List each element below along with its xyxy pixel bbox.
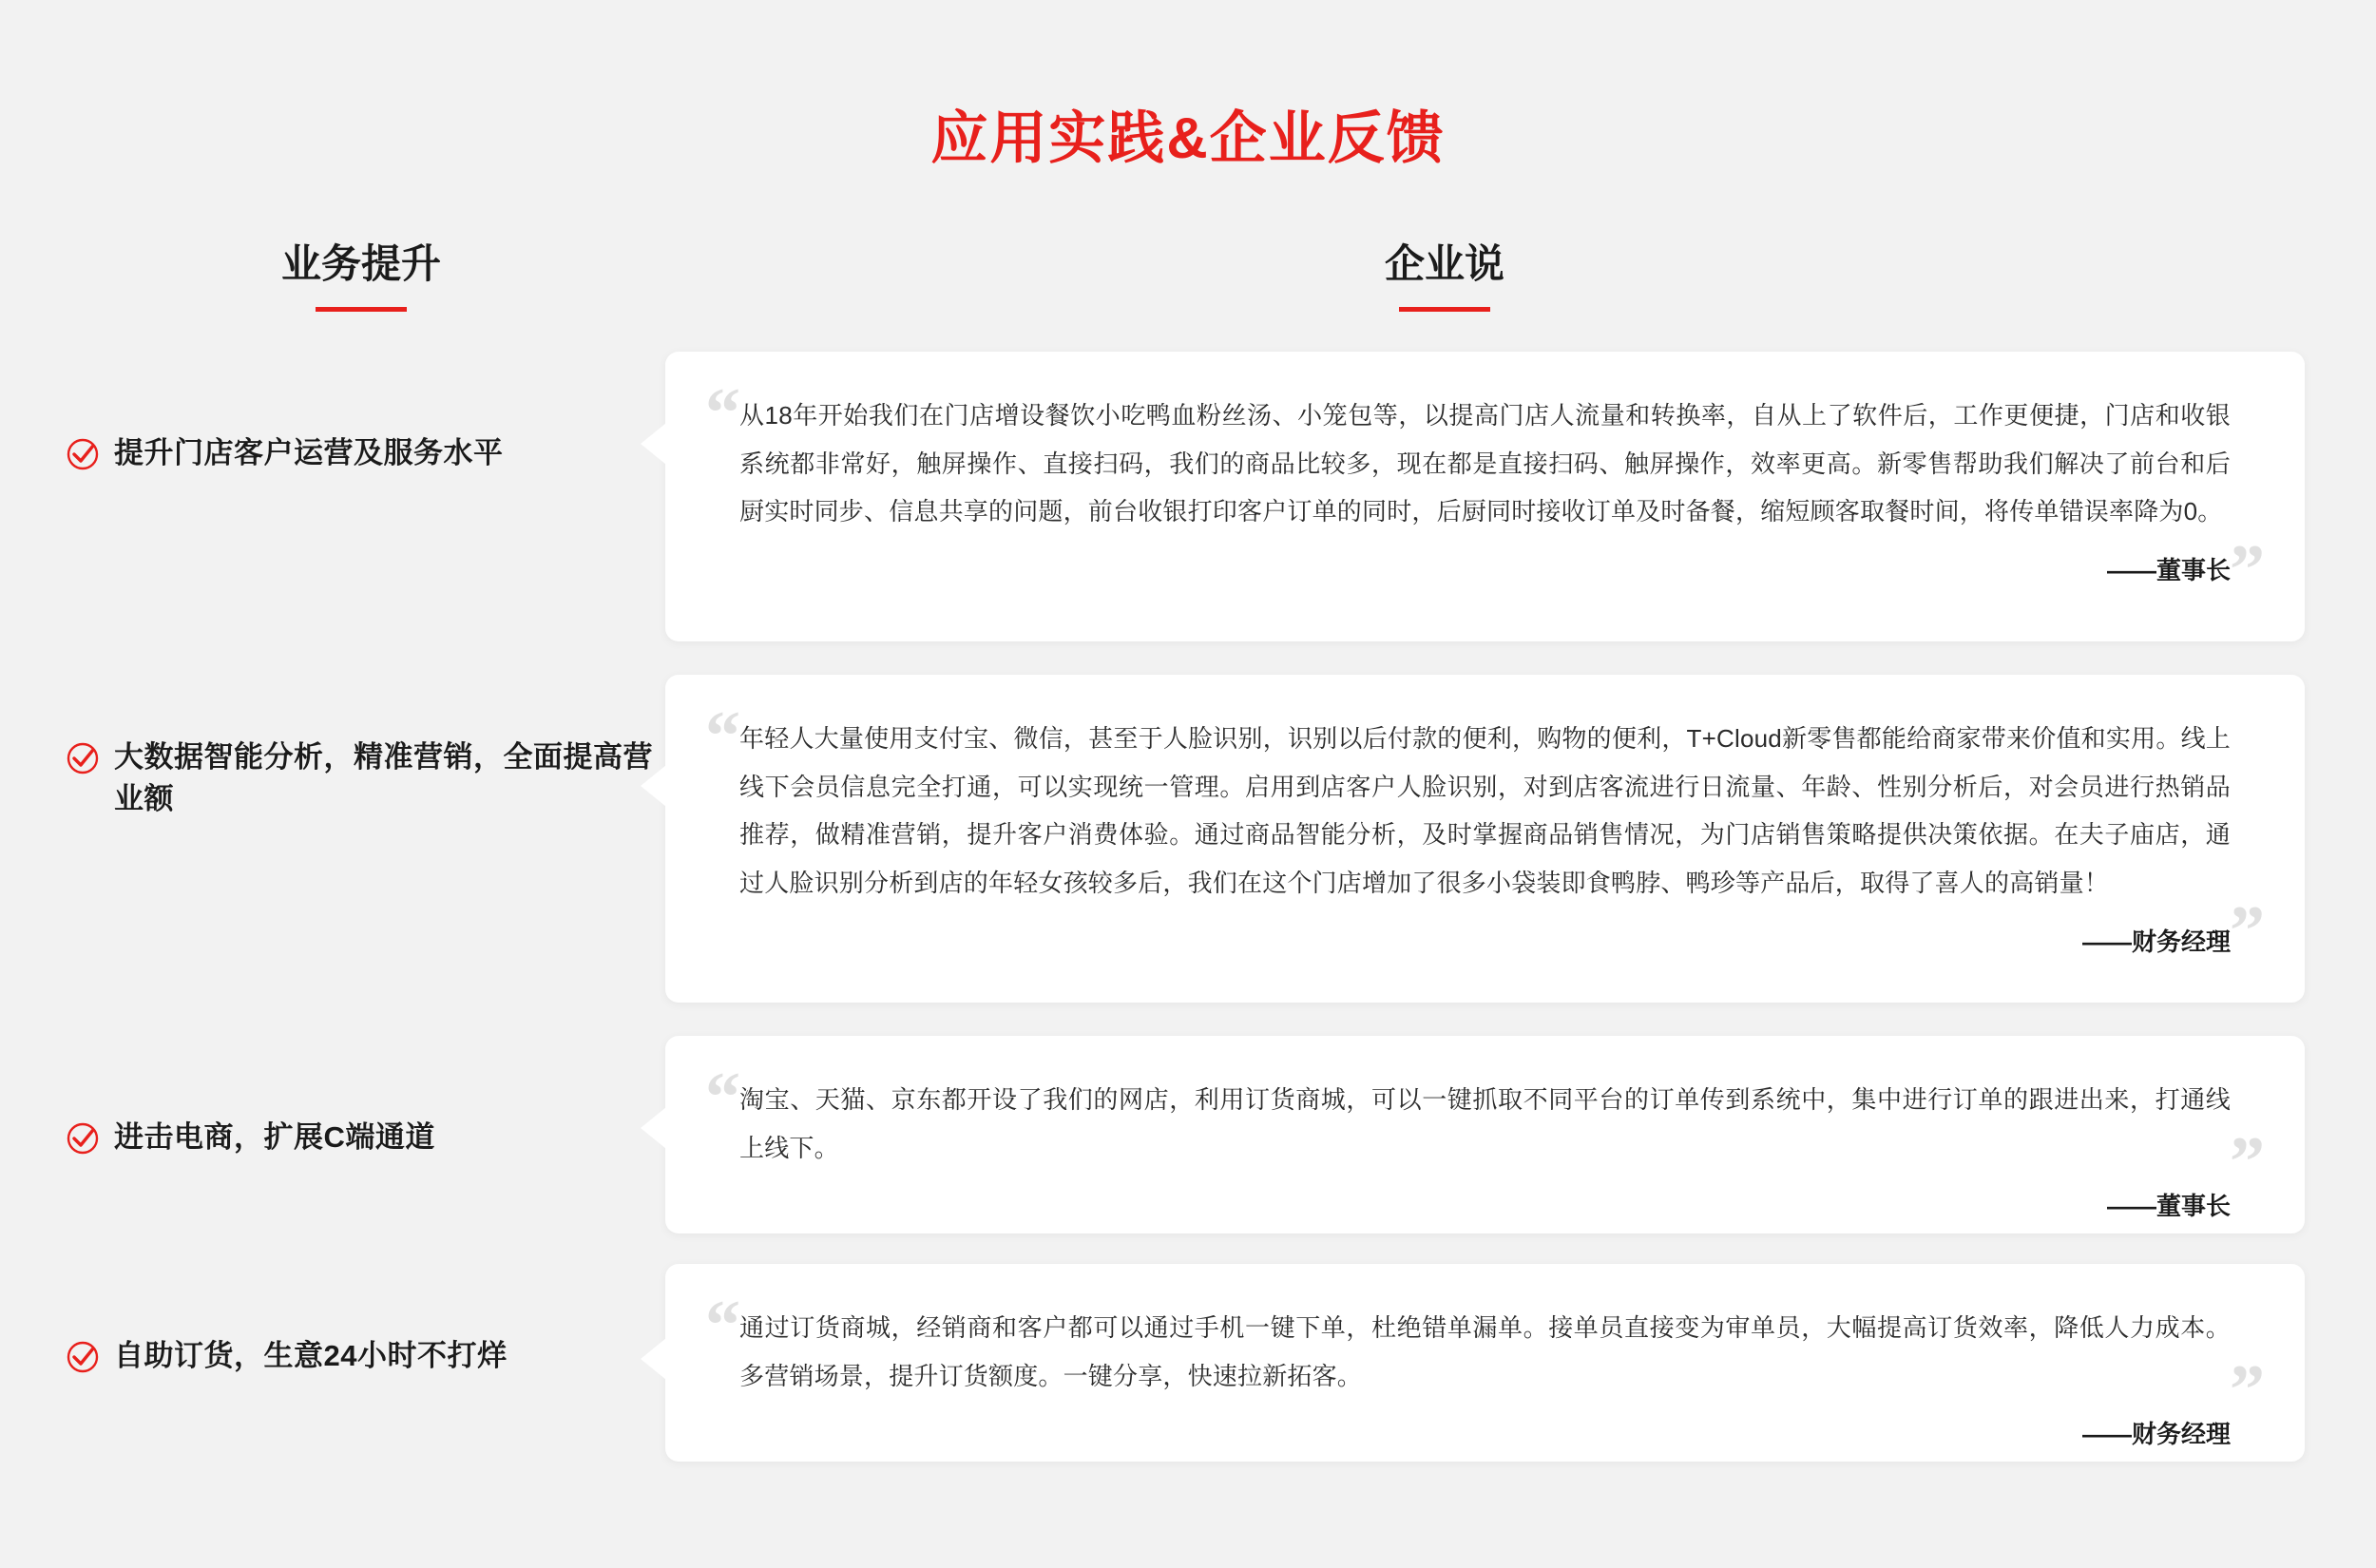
list-item[interactable] xyxy=(67,432,675,474)
column-heading-right xyxy=(1293,233,1597,312)
check-circle-icon xyxy=(67,1122,99,1155)
check-circle-icon xyxy=(67,742,99,774)
testimonial-author: ——董事长 xyxy=(2106,556,2231,585)
list-item-label: 进击电商，扩展C端通道 xyxy=(114,1120,435,1154)
testimonial-author: ——财务经理 xyxy=(2081,1420,2231,1449)
quote-open-icon: “ xyxy=(705,1059,740,1137)
testimonial-card xyxy=(665,675,2305,1003)
quote-close-icon: ” xyxy=(2230,892,2265,970)
testimonial-text: 淘宝、天猫、京东都开设了我们的网店，利用订货商城，可以一键抓取不同平台的订单传到系统中，集中进行订单的跟进出来，打通线上线下。 xyxy=(739,1085,2231,1162)
card-pointer xyxy=(641,423,666,465)
card-pointer xyxy=(641,765,666,807)
list-item-label: 自助订货，生意24小时不打烊 xyxy=(114,1339,508,1372)
list-item[interactable] xyxy=(67,1335,675,1377)
list-item[interactable] xyxy=(67,736,675,820)
quote-open-icon: “ xyxy=(705,1287,740,1365)
quote-open-icon: “ xyxy=(705,698,740,775)
card-pointer xyxy=(641,1107,666,1149)
testimonial-text: 年轻人大量使用支付宝、微信，甚至于人脸识别，识别以后付款的便利，购物的便利，T+Cloud新零售都能给商家带来价值和实用。线上线下会员信息完全打通，可以实现统一管理。启用到店客户人脸识别，对到店客流进行日流量、年龄、性别分析后，对会员进行热销品推荐，做精准营销，提升客户消费体验。通过商品智能分析，及时掌握商品销售情况，为门店销售策略提供决策依据。在夫子庙店，通过人脸识别分析到店的年轻女孩较多后，我们在这个门店增加了很多小袋装即食鸭脖、鸭珍等产品后，取得了喜人的高销量！ xyxy=(739,724,2231,898)
column-heading-right-text: 企业说 xyxy=(1384,241,1504,286)
quote-close-icon: ” xyxy=(2230,531,2265,609)
page-title: 应用实践&企业反馈 xyxy=(930,106,1446,170)
quote-close-icon: ” xyxy=(2230,1351,2265,1429)
heading-underline-right xyxy=(1399,307,1490,312)
testimonial-card xyxy=(665,1036,2305,1233)
testimonial-card xyxy=(665,352,2305,641)
heading-underline-left xyxy=(316,307,407,312)
quote-close-icon: ” xyxy=(2230,1123,2265,1201)
testimonial-text: 通过订货商城，经销商和客户都可以通过手机一键下单，杜绝错单漏单。接单员直接变为审单员，大幅提高订货效率，降低人力成本。多营销场景，提升订货额度。一键分享，快速拉新拓客。 xyxy=(739,1313,2231,1390)
testimonial-card xyxy=(665,1264,2305,1462)
column-heading-left-text: 业务提升 xyxy=(280,241,441,286)
list-item-label: 大数据智能分析，精准营销，全面提高营业额 xyxy=(114,740,653,816)
card-pointer xyxy=(641,1338,666,1380)
check-circle-icon xyxy=(67,1341,99,1373)
list-item[interactable] xyxy=(67,1117,675,1158)
testimonial-author: ——董事长 xyxy=(2106,1192,2231,1221)
quote-open-icon: “ xyxy=(705,374,740,452)
check-circle-icon xyxy=(67,438,99,470)
testimonial-text: 从18年开始我们在门店增设餐饮小吃鸭血粉丝汤、小笼包等，以提高门店人流量和转换率，自从上了软件后，工作更便捷，门店和收银系统都非常好，触屏操作、直接扫码，我们的商品比较多，现在都是直接扫码、触屏操作，效率更高。新零售帮助我们解决了前台和后厨实时同步、信息共享的问题，前台收银打印客户订单的同时，后厨同时接收订单及时备餐，缩短顾客取餐时间，将传单错误率降为0。 xyxy=(739,401,2231,526)
list-item-label: 提升门店客户运营及服务水平 xyxy=(114,436,504,469)
testimonial-author: ——财务经理 xyxy=(2081,927,2231,956)
column-heading-left xyxy=(171,233,551,312)
